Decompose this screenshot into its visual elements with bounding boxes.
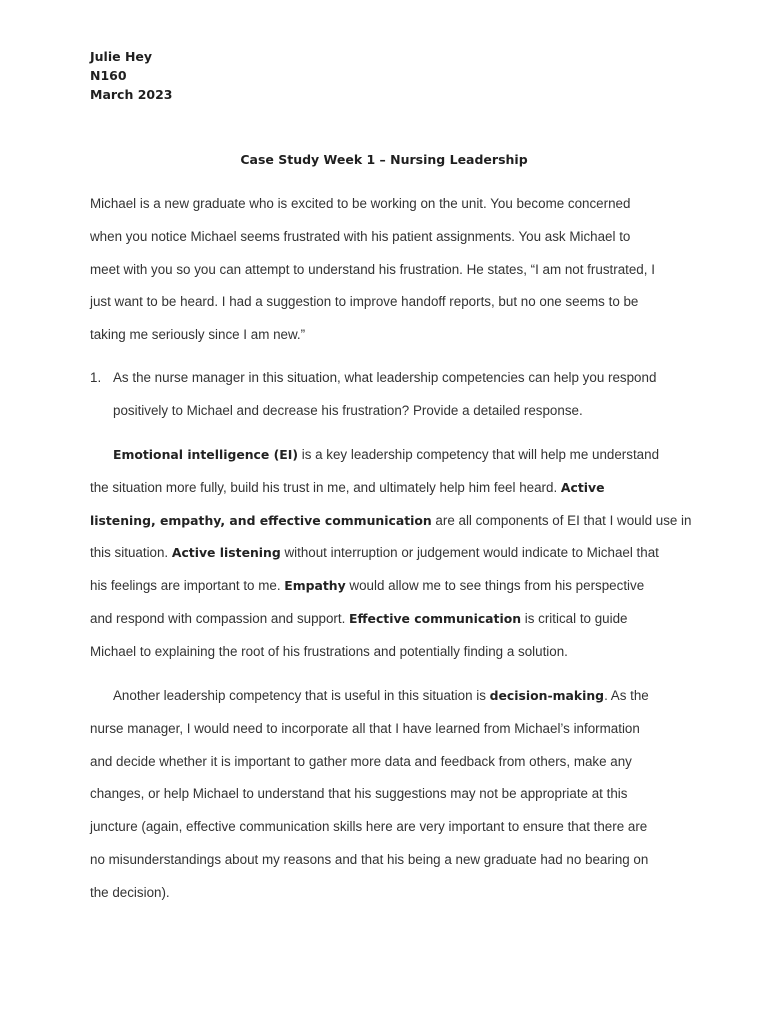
answer-text: his feelings are important to me. [90, 578, 285, 594]
answer-line [90, 537, 690, 570]
scenario-line: when you notice Michael seems frustrated with his patient assignments. You ask Michael to [90, 228, 631, 244]
answer-line [90, 439, 690, 472]
answer-paragraph-1 [90, 439, 690, 669]
question-line: As the nurse manager in this situation, what leadership competencies can help you respond [113, 370, 657, 385]
bold-term: Empathy [284, 578, 346, 594]
bold-term: decision-making [489, 688, 605, 703]
answer-line [90, 603, 690, 636]
answer-line: the decision). [90, 884, 170, 900]
scenario-line: taking me seriously since I am new.” [90, 327, 306, 343]
question-number: 1. [90, 370, 102, 385]
question-line: positively to Michael and decrease his frustration? Provide a detailed response. [113, 402, 583, 418]
answer-text: the situation more fully, build his trust in me, and ultimately help him feel heard. [90, 479, 561, 495]
answer-text: is a key leadership competency that will help me understand [298, 447, 660, 462]
answer-line [90, 472, 690, 505]
bold-term: Active [560, 479, 605, 495]
bold-term: Effective communication [349, 610, 522, 626]
answer-line [90, 680, 690, 713]
document-date: March 2023 [90, 87, 173, 102]
answer-text: this situation. [90, 545, 172, 561]
answer-text: would allow me to see things from his perspective [345, 578, 645, 594]
answer-line: no misunderstandings about my reasons and that his being a new graduate had no bearing on [90, 851, 649, 867]
answer-text: is critical to guide [521, 610, 628, 626]
answer-line [90, 570, 690, 603]
answer-text: Another leadership competency that is useful in this situation is [113, 688, 490, 703]
answer-text: are all components of EI that I would use in [431, 512, 692, 528]
scenario-line: just want to be heard. I had a suggestion to improve handoff reports, but no one seems to be [90, 294, 639, 310]
answer-text: and respond with compassion and support. [90, 610, 350, 626]
answer-line [90, 505, 690, 538]
answer-line: juncture (again, effective communication skills here are very important to ensure that there are [90, 819, 648, 835]
scenario-line: Michael is a new graduate who is excited to be working on the unit. You become concerned [90, 196, 631, 211]
answer-text: . As the [604, 688, 649, 703]
author-header [90, 47, 173, 104]
course-code: N160 [90, 68, 127, 83]
answer-line: Michael to explaining the root of his frustrations and potentially finding a solution. [90, 643, 568, 659]
answer-line: and decide whether it is important to gather more data and feedback from others, make any [90, 753, 632, 769]
bold-term: Active listening [171, 545, 281, 561]
bold-term: listening, empathy, and effective communication [90, 512, 432, 528]
author-name: Julie Hey [90, 49, 153, 64]
bold-term: Emotional intelligence (EI) [113, 447, 299, 462]
answer-line: nurse manager, I would need to incorporate all that I have learned from Michael’s information [90, 720, 640, 736]
question-text [113, 362, 693, 428]
answer-line: changes, or help Michael to understand that his suggestions may not be appropriate at this [90, 786, 628, 802]
scenario-line: meet with you so you can attempt to understand his frustration. He states, “I am not frustrated, I [90, 261, 655, 277]
document-title: Case Study Week 1 – Nursing Leadership [240, 152, 528, 167]
answer-text: without interruption or judgement would indicate to Michael that [280, 545, 659, 561]
scenario-paragraph [90, 188, 690, 352]
answer-paragraph-2 [90, 680, 690, 910]
